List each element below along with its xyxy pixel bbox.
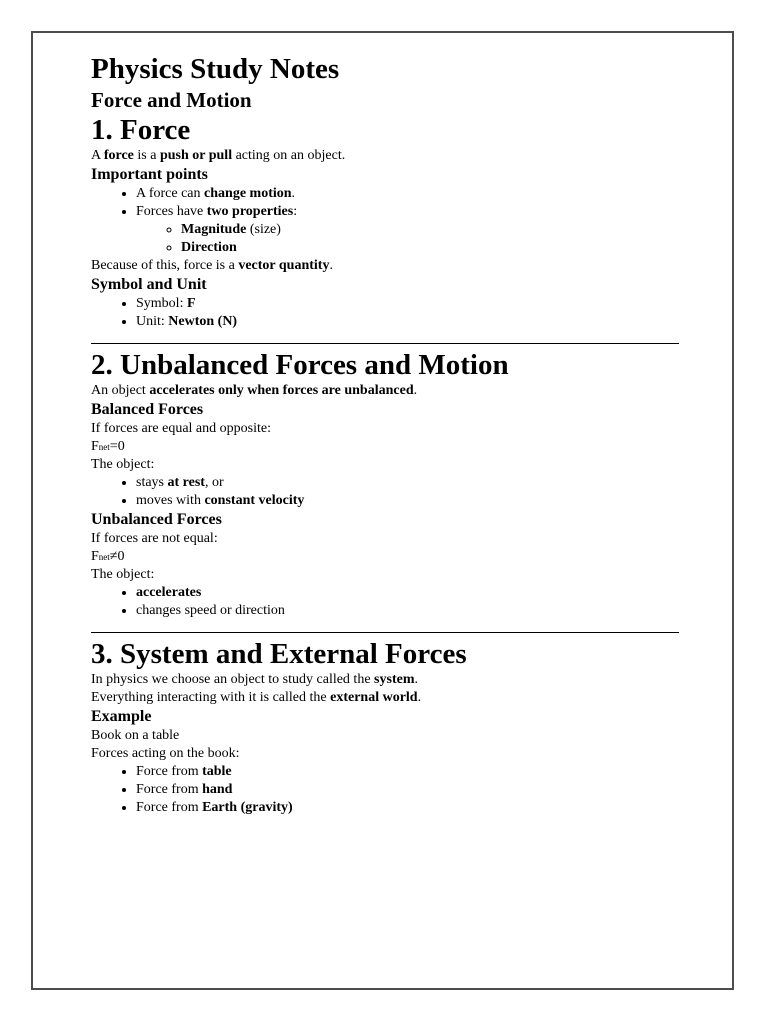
unbalanced-equation: Fnet≠0 [91,549,125,564]
list-item: • changes speed or direction [136,602,679,620]
object-label: The object: [91,457,155,472]
important-points-list [91,185,679,257]
example-heading: Example [91,708,152,725]
document-page [31,31,734,990]
example-forces-list [91,763,679,817]
example-description: Book on a table [91,728,180,743]
document-content [91,51,679,817]
example-forces-label: Forces acting on the book: [91,746,240,761]
list-item: • accelerates [136,584,679,602]
section-heading-unbalanced: 2. Unbalanced Forces and Motion [91,349,509,381]
symbol-unit-heading: Symbol and Unit [91,276,207,293]
page-subtitle: Force and Motion [91,88,252,112]
system-definition: In physics we choose an object to study called the system. [91,672,418,687]
acceleration-statement: An object accelerates only when forces are unbalanced. [91,383,418,398]
list-item: • stays at rest, or [136,474,679,492]
unbalanced-forces-heading: Unbalanced Forces [91,511,222,528]
balanced-condition: If forces are equal and opposite: [91,421,271,436]
symbol-unit-list [91,295,679,331]
list-item: • Force from Earth (gravity) [136,799,679,817]
balanced-equation: Fnet=0 [91,439,125,454]
external-world-definition: Everything interacting with it is called the external world. [91,690,422,705]
list-item: ◦ Magnitude (size) [181,221,679,239]
object-label: The object: [91,567,155,582]
list-item: • A force can change motion. [136,185,679,203]
balanced-forces-heading: Balanced Forces [91,401,204,418]
list-item: ◦ Direction [181,239,679,257]
section-heading-system: 3. System and External Forces [91,638,467,670]
vector-quantity-note: Because of this, force is a vector quantity. [91,258,333,273]
list-item: • Unit: Newton (N) [136,313,679,331]
properties-sublist [136,221,679,257]
section-divider [91,343,679,344]
unbalanced-condition: If forces are not equal: [91,531,218,546]
force-definition: A force is a push or pull acting on an object. [91,148,346,163]
balanced-outcomes-list [91,474,679,510]
page-title: Physics Study Notes [91,53,340,85]
unbalanced-outcomes-list [91,584,679,620]
list-item: • Symbol: F [136,295,679,313]
list-item: • Forces have two properties: ◦ Magnitude (size) ◦ Direction [136,203,679,257]
section-divider [91,632,679,633]
important-points-heading: Important points [91,166,208,183]
list-item: • Force from hand [136,781,679,799]
list-item: • Force from table [136,763,679,781]
section-heading-force: 1. Force [91,114,191,146]
list-item: • moves with constant velocity [136,492,679,510]
